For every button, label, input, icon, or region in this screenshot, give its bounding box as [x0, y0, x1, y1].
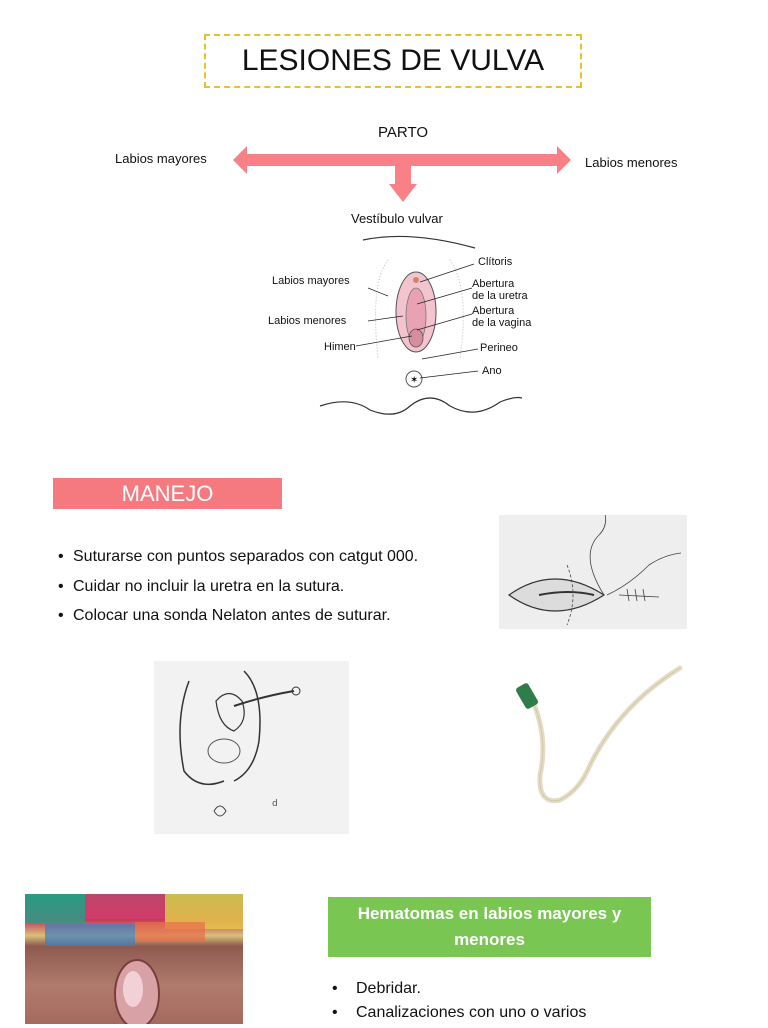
label-ano: Ano [482, 365, 502, 377]
catheter-sketch-illustration [154, 661, 349, 834]
clinical-photo [25, 894, 243, 1024]
manejo-heading-text: MANEJO [121, 480, 214, 506]
flow-center-label: PARTO [378, 124, 429, 141]
list-item [58, 578, 418, 608]
flow-right-label: Labios menores [585, 155, 678, 170]
list-item-text: Cuidar no incluir la uretra en la sutura. [73, 577, 345, 595]
label-labios-mayores: Labios mayores [272, 275, 350, 287]
list-item [58, 548, 418, 578]
hematomas-heading-line2: menores [454, 930, 525, 949]
label-abertura-uretra [472, 278, 528, 302]
vulva-anatomy-diagram [260, 228, 550, 420]
label-labios-menores: Labios menores [268, 315, 347, 327]
suture-illustration [499, 515, 687, 629]
flow-arrows [225, 140, 580, 206]
list-item [58, 607, 418, 637]
down-arrow-head [389, 184, 417, 202]
list-item-text: Canalizaciones con uno o varios [356, 1004, 587, 1021]
label-abertura-vagina [472, 305, 531, 329]
label-himen: Himen [324, 341, 356, 353]
flow-left-label: Labios mayores [115, 151, 207, 166]
hematomas-heading [328, 897, 651, 957]
svg-text:d: d [272, 799, 278, 809]
svg-text:✶: ✶ [410, 375, 419, 386]
hematomas-list [332, 980, 586, 1028]
catheter-sketch-drawing [154, 661, 349, 834]
down-arrow-stem [395, 164, 411, 186]
list-item-text: Colocar una sonda Nelaton antes de suturar. [73, 607, 391, 624]
label-abertura-uretra-line2: de la uretra [472, 290, 528, 302]
list-item-text: Suturarse con puntos separados con catgut 000. [73, 548, 419, 565]
manejo-heading [53, 478, 282, 509]
label-abertura-vagina-line1: Abertura [472, 305, 515, 317]
list-item [332, 980, 586, 1004]
label-abertura-vagina-line2: de la vagina [472, 317, 532, 329]
page-title-text: LESIONES DE VULVA [241, 44, 545, 77]
list-item [332, 1004, 586, 1028]
label-perineo: Perineo [480, 342, 518, 354]
nelaton-catheter-drawing [510, 660, 690, 810]
nelaton-catheter-image [510, 660, 690, 810]
label-abertura-uretra-line1: Abertura [472, 278, 515, 290]
clinical-photo-drawing [25, 894, 243, 1024]
manejo-list [58, 548, 418, 637]
suture-drawing [499, 515, 687, 629]
label-clitoris: Clítoris [478, 256, 513, 268]
flow-down-label: Vestíbulo vulvar [351, 211, 443, 226]
hematomas-heading-line1: Hematomas en labios mayores y [357, 904, 622, 923]
page-title [204, 34, 582, 88]
list-item-text: Debridar. [356, 980, 421, 997]
